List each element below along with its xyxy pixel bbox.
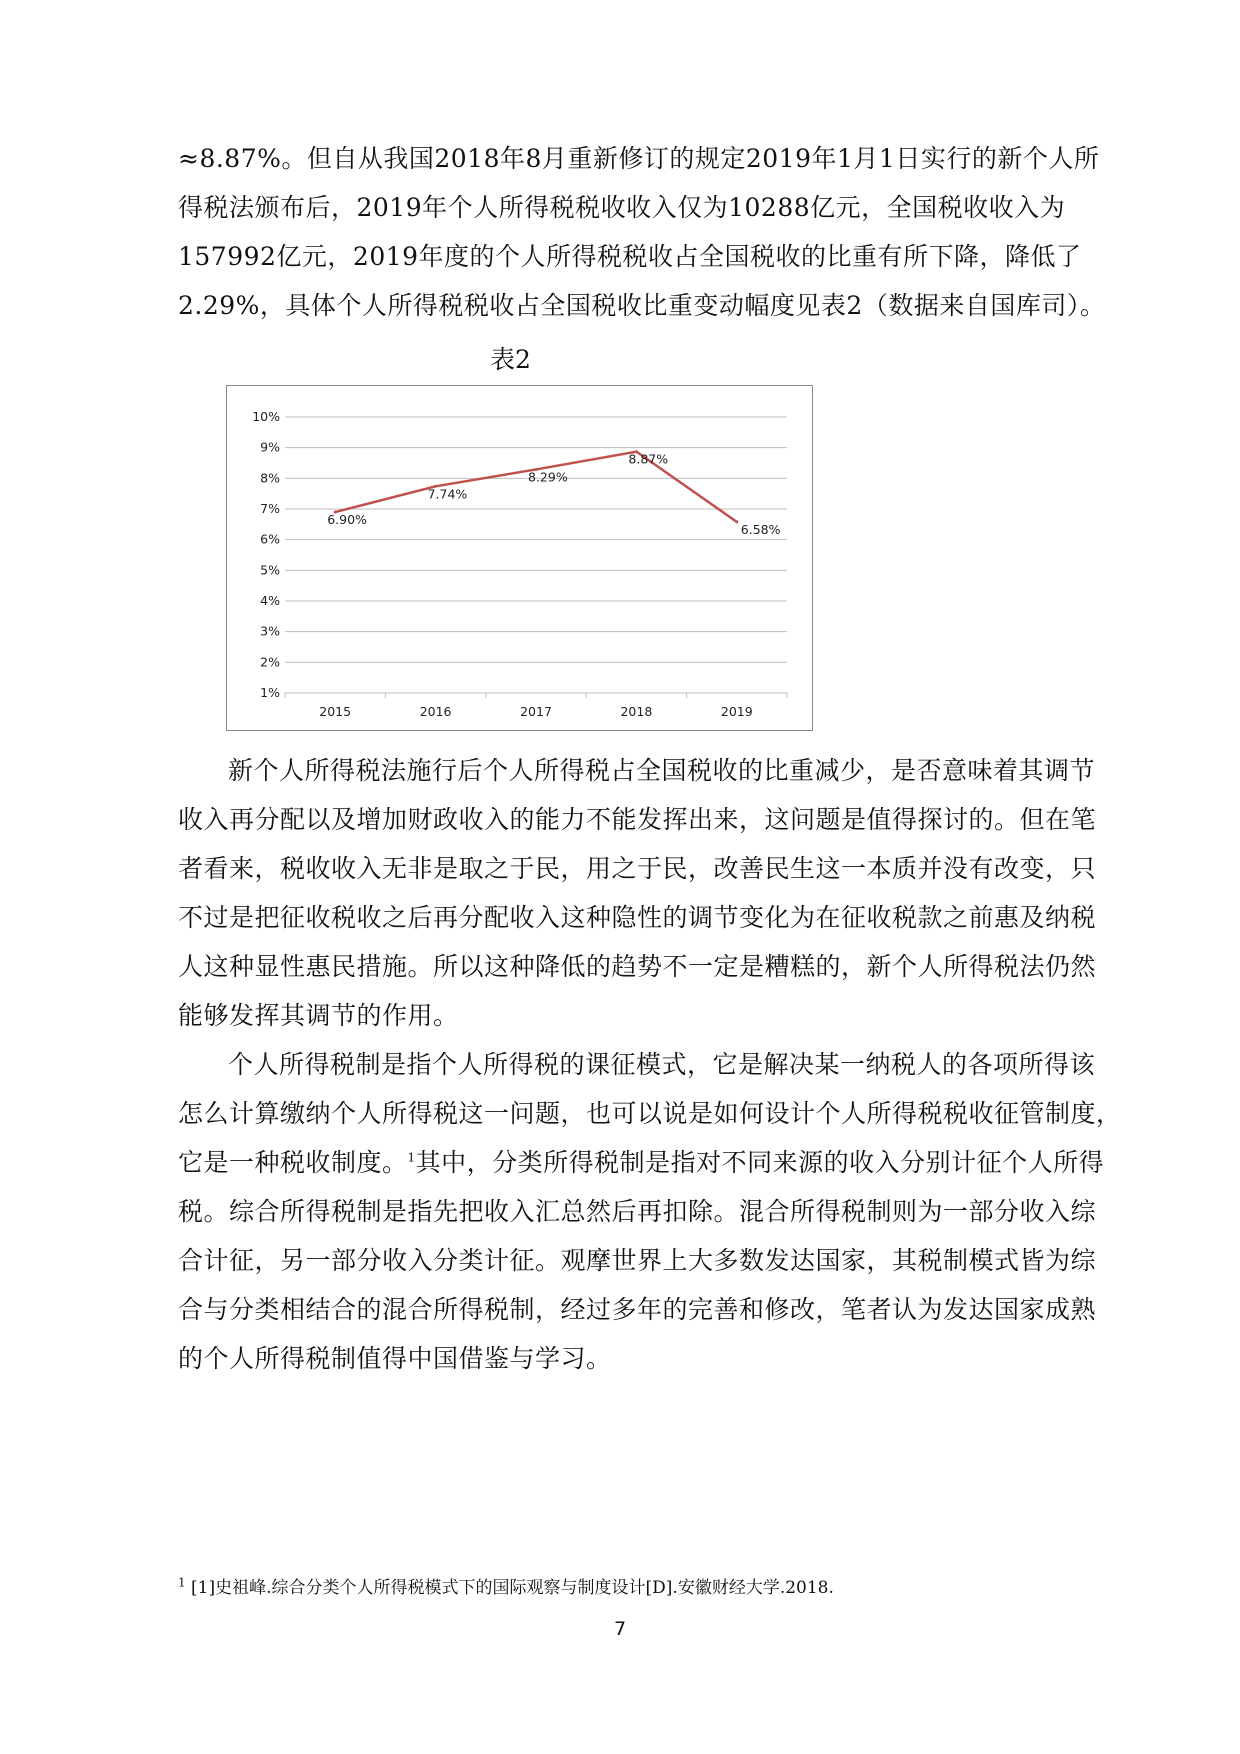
y-tick-label: 5% — [260, 562, 280, 578]
footnote — [178, 1575, 834, 1601]
paragraph-1-line: ≈8.87%。但自从我国2018年8月重新修订的规定2019年1月1日实行的新个人所 — [178, 144, 1100, 173]
x-tick-label: 2018 — [620, 704, 653, 719]
data-label: 6.90% — [327, 512, 367, 528]
y-tick-label: 1% — [260, 685, 280, 700]
y-tick-label: 9% — [260, 439, 280, 455]
paragraph-1-line: 157992亿元，2019年度的个人所得税税收占全国税收的比重有所下降，降低了 — [178, 242, 1082, 271]
paragraph-3-line: 合计征，另一部分收入分类计征。观摩世界上大多数发达国家，其税制模式皆为综 — [178, 1246, 1097, 1275]
y-tick-label: 2% — [260, 654, 280, 670]
line-chart — [226, 385, 813, 731]
paragraph-3-line: 合与分类相结合的混合所得税制，经过多年的完善和修改，笔者认为发达国家成熟 — [178, 1295, 1097, 1324]
y-tick-label: 10% — [252, 409, 280, 424]
data-label: 8.29% — [528, 469, 568, 485]
paragraph-2 — [178, 746, 1097, 1040]
data-point — [735, 520, 738, 523]
table-caption: 表2 — [490, 345, 531, 374]
paragraph-2-line: 能够发挥其调节的作用。 — [178, 1001, 459, 1030]
page-number: 7 — [613, 1618, 627, 1640]
paragraph-3-line: 个人所得税制是指个人所得税的课征模式，它是解决某一纳税人的各项所得该 — [228, 1050, 1096, 1079]
paragraph-1-line: 得税法颁布后，2019年个人所得税税收收入仅为10288亿元，全国税收收入为 — [178, 193, 1066, 222]
paragraph-2-line: 人这种显性惠民措施。所以这种降低的趋势不一定是糟糕的，新个人所得税法仍然 — [178, 952, 1097, 981]
footnote-text: [1]史祖峰.综合分类个人所得税模式下的国际观察与制度设计[D].安徽财经大学.2018. — [191, 1578, 834, 1598]
paragraph-3 — [178, 1040, 1122, 1383]
series-line — [335, 452, 737, 522]
x-tick-label: 2019 — [720, 704, 753, 719]
x-tick-label: 2017 — [520, 704, 552, 719]
paragraph-2-line: 不过是把征收税收之后再分配收入这种隐性的调节变化为在征收税款之前惠及纳税 — [178, 903, 1097, 932]
data-label: 7.74% — [427, 486, 468, 502]
paragraph-3-line: 怎么计算缴纳个人所得税这一问题，也可以说是如何设计个人所得税税收征管制度， — [178, 1099, 1122, 1128]
y-tick-label: 7% — [260, 501, 280, 516]
y-tick-label: 6% — [260, 531, 280, 547]
footnote-reference[interactable]: 1 — [407, 1150, 416, 1165]
paragraph-3-line — [178, 1138, 1105, 1187]
paragraph-3-text: 它是一种税收制度。 — [178, 1148, 408, 1177]
paragraph-3-text: 其中，分类所得税制是指对不同来源的收入分别计征个人所得 — [415, 1148, 1105, 1177]
line-chart-canvas — [227, 386, 812, 730]
data-label: 8.87% — [628, 451, 669, 467]
paragraph-2-line: 收入再分配以及增加财政收入的能力不能发挥出来，这问题是值得探讨的。但在笔 — [178, 805, 1097, 834]
footnote-mark: 1 — [178, 1575, 186, 1590]
paragraph-1-line: 2.29%，具体个人所得税税收占全国税收比重变动幅度见表2（数据来自国库司）。 — [178, 291, 1106, 320]
paragraph-2-line: 者看来，税收收入无非是取之于民，用之于民，改善民生这一本质并没有改变，只 — [178, 854, 1097, 883]
y-tick-label: 8% — [260, 470, 280, 486]
paragraph-3-line: 税。综合所得税制是指先把收入汇总然后再扣除。混合所得税制则为一部分收入综 — [178, 1197, 1097, 1226]
paragraph-3-line: 的个人所得税制值得中国借鉴与学习。 — [178, 1344, 612, 1373]
y-tick-label: 4% — [260, 593, 280, 608]
data-label: 6.58% — [740, 521, 781, 537]
x-tick-label: 2016 — [419, 704, 452, 719]
paragraph-1 — [178, 134, 1106, 330]
y-tick-label: 3% — [260, 623, 280, 639]
x-tick-label: 2015 — [319, 704, 352, 719]
paragraph-2-line: 新个人所得税法施行后个人所得税占全国税收的比重减少，是否意味着其调节 — [228, 756, 1096, 785]
